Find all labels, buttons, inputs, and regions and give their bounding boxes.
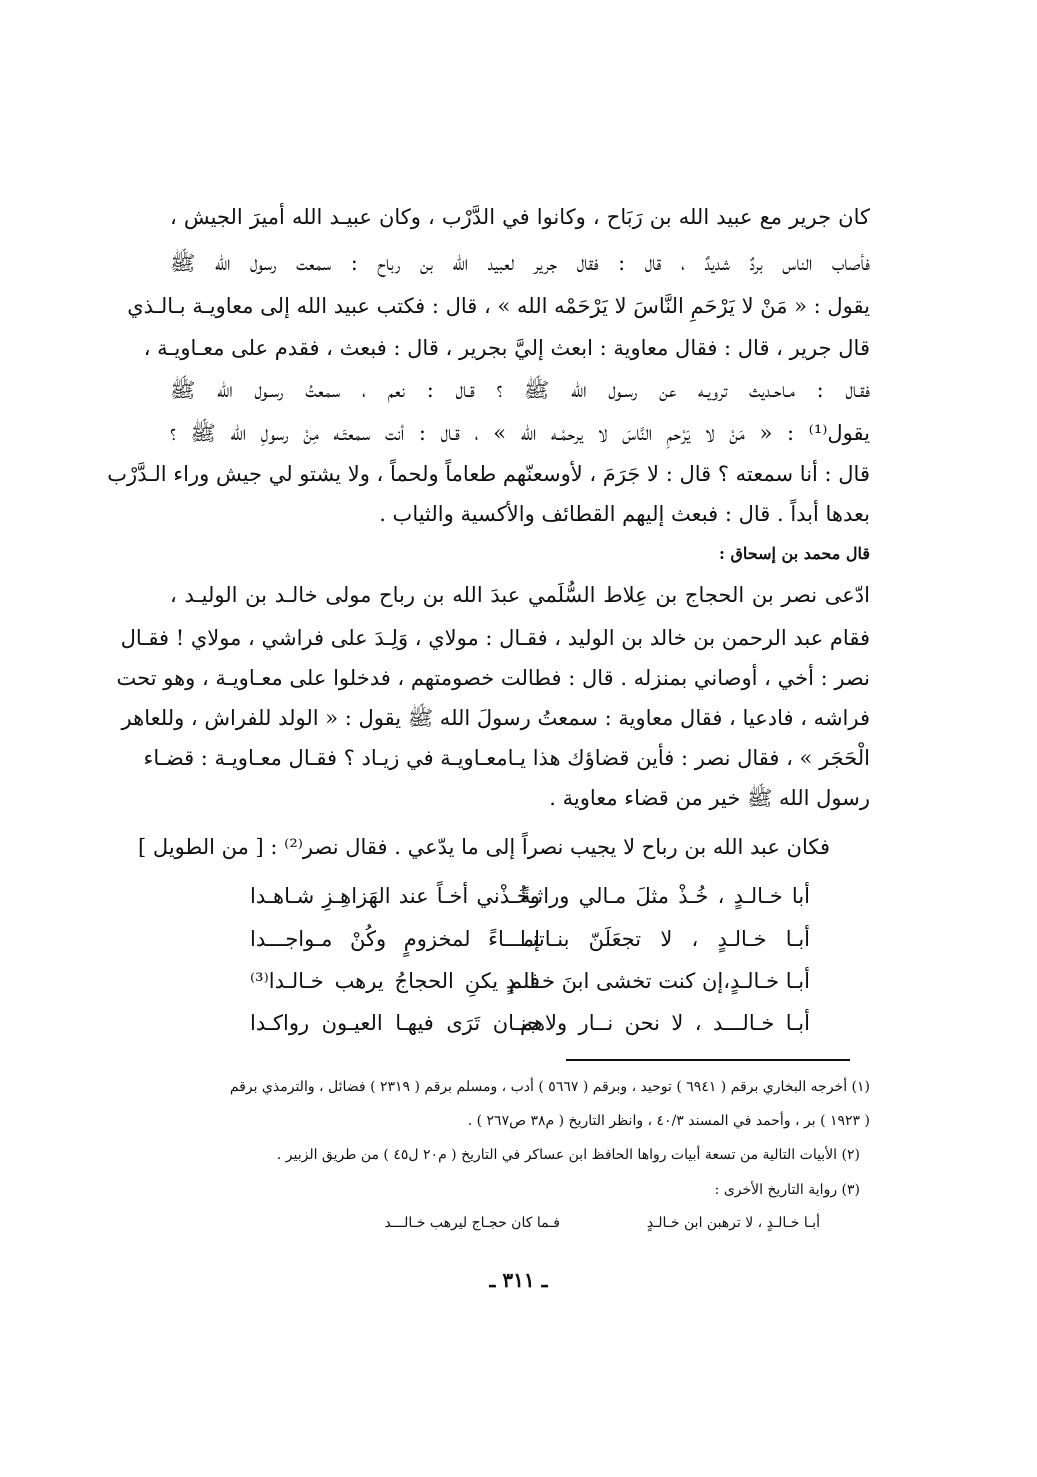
text-line: بعدها أبداً . قال : فبعث إليهم القطائف والأكسية والثياب . — [379, 502, 870, 526]
text-line: قال جرير ، قال : فقال معاوية : ابعث إليَّ بجرير ، قال : فبعث ، فقدم على معـاويـة ، — [143, 336, 870, 360]
text-line: فأصاب الناس بردٌ شديدٌ ، قال : فقال جرير لعبيد الله بن رباح : سمعت رسول الله ﷺ — [170, 251, 870, 275]
text-line: رسول الله ﷺ خير من قضاء معاوية . — [549, 786, 870, 810]
verse-first-hemistich: أبـا خـالـــد ، لا نحن نــار ولاهم — [520, 1011, 810, 1035]
text-line: ادّعى نصر بن الحجاج بن عِلاط السُّلَمي عبدَ الله بن رباح مولى خالـد بن الوليـد ، — [170, 583, 870, 607]
footnote: (١) أخرجه البخاري برقم ( ٦٩٤١ ) توحيد ، وبرقم ( ٥٦٦٧ ) أدب ، ومسلم برقم ( ٢٣١٩ ) فضائل ، والترمذي برقم — [229, 1079, 870, 1095]
verse-first-hemistich: أبـا خـالـدٍ ، لا ترهبن ابن خـالـدٍ — [646, 1215, 820, 1231]
section-heading: قال محمد بن إسحاق : — [719, 544, 870, 563]
verse-second-hemistich: فـما كان حجـاج ليرهب خـالـــد — [384, 1215, 560, 1231]
footnote: (٣) رواية التاريخ الأخرى : — [714, 1182, 860, 1198]
text-line: قال : أنا سمعته ؟ قال : لا جَرَمَ ، لأوسعنّهم طعاماً ولحماً ، ولا يشتو لي جيش وراء الـدَّرْب — [107, 462, 870, 486]
footnote: (٢) الأبيات التالية من تسعة أبيات رواها الحافظ ابن عساكر في التاريخ ( م٢٠ ل٤٥ ) من طريق الزبير . — [276, 1147, 860, 1163]
verse-first-hemistich: أبـا خـالـدٍ ، لا تجعَلَنّ بنـاتنـا — [520, 927, 810, 951]
main-text — [107, 0, 870, 1477]
footnote-separator — [566, 1059, 850, 1061]
poem-verse — [170, 877, 870, 915]
text-line: الْحَجَر » ، فقال نصر : فأين قضاؤك هذا يـامعـاويـة في زيـاد ؟ فقـال معـاويـة : قضـاء — [143, 746, 870, 770]
text-line: فقام عبد الرحمن بن خالد بن الوليد ، فقـال : مولاي ، وَلِـدَ على فراشي ، مولاي ! فقـال — [120, 626, 870, 650]
text-line: يقول : « مَنْ لا يَرْحَمِ النَّاسَ لا يَرْحَمْه الله » ، قال : فكتب عبيد الله إلى معاويـة بـالـذي — [127, 294, 870, 318]
verse-second-hemistich: وخُـذْني أخـاً عند الهَزاهِـزِ شـاهـدا — [250, 884, 540, 908]
verse-second-hemistich: فلم يكنِ الحجاجُ يرهب خـالـدا⁽³⁾ — [250, 969, 540, 993]
page-number: ـ ٣١١ ـ — [489, 1268, 548, 1292]
verse-second-hemistich: جنـان تَرَى فيهـا العيـون رواكـدا — [250, 1011, 540, 1035]
text-line: يقول⁽¹⁾ : « مَنْ لا يَرْحمِ النَّاسَ لا يرحمْـه الله » ، قـال : أنت سمعتَـه مِنْ رسولِ الله ﷺ ؟ — [170, 421, 870, 445]
text-line: كان جرير مع عبيد الله بن رَبَاح ، وكانوا في الدَّرْب ، وكان عبيـد الله أميرَ الجيش ، — [170, 205, 870, 229]
footnote: ( ١٩٢٣ ) بر ، وأحمد في المسند ٤٠/٣ ، وانظر التاريخ ( م٣٨ ص٢٦٧ ) . — [467, 1113, 870, 1129]
text-line: فقـال : مـاحـديث ترويـه عن رسـول الله ﷺ ؟ قـال : نعم ، سمعتُ رسـول الله ﷺ — [170, 378, 870, 402]
verse-second-hemistich: إمـــاءً لمخزومٍ وكُنْ مـواجـــدا — [250, 927, 540, 951]
poem-verse — [170, 1004, 870, 1042]
poem-verse — [170, 920, 870, 958]
poem-verse — [170, 962, 870, 1000]
verse-first-hemistich: أبا خـالـدٍ ، خُـذْ مثلَ مـالي وراثـةً — [520, 884, 810, 908]
footnote-verse — [170, 1211, 870, 1235]
verse-first-hemistich: أبـا خـالـدٍ،إن كنت تخشى ابنَ خـالـدٍ — [505, 969, 810, 993]
text-line: نصر : أخي ، أوصاني بمنزله . قال : فطالت خصومتهم ، فدخلوا على معـاويـة ، وهو تحت — [116, 666, 870, 690]
text-line: فراشه ، فادعيا ، فقال معاوية : سمعتُ رسولَ الله ﷺ يقول : « الولد للفراش ، وللعاهر — [121, 706, 870, 730]
poem-intro: فكان عبد الله بن رباح لا يجيب نصراً إلى ما يدّعي . فقال نصر⁽²⁾ : [ من الطويل ] — [138, 835, 830, 859]
